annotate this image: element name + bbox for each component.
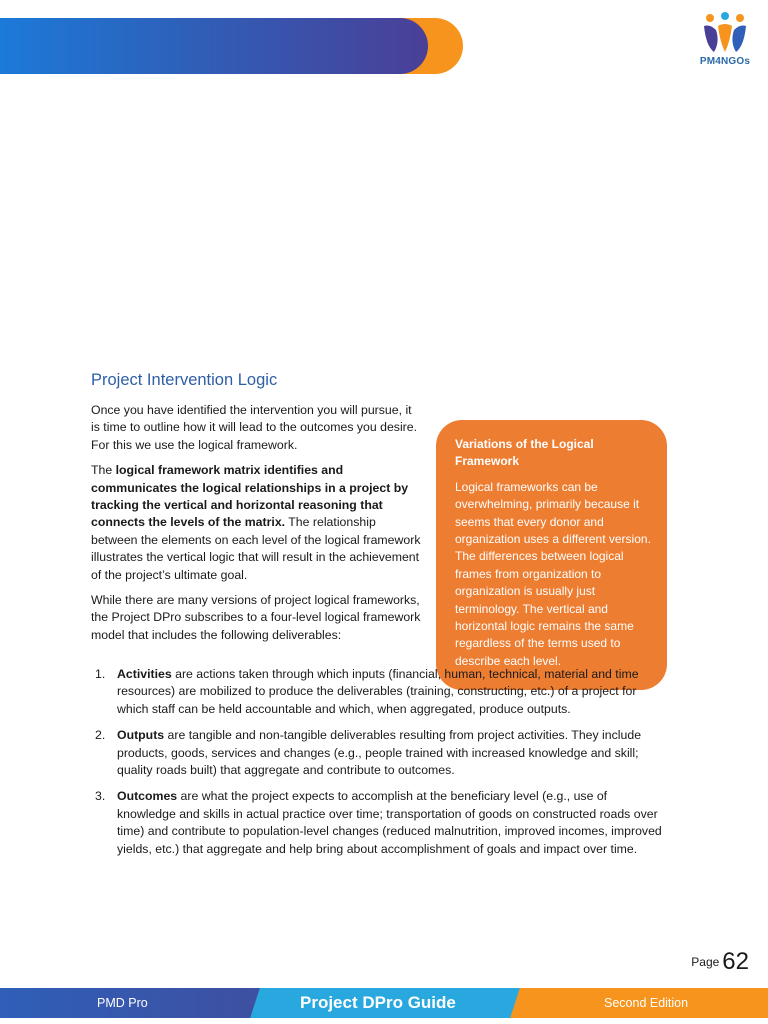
list-item [95,788,662,858]
list-term: Activities [117,667,172,681]
section-heading: Project Intervention Logic [91,371,278,389]
list-text: are what the project expects to accomplish at the beneficiary level (e.g., use of knowledge and skills in actual practice over time; transportation of goods on constructed roads over time) and contribute to population-level changes (reduced malnutrition, improved incomes, improved yields, etc.) that aggregate and help bring about accomplishment of goals and impact over time. [117,789,662,856]
list-item [95,727,662,779]
list-text: are tangible and non-tangible deliverables resulting from project activities. They include products, goods, services and changes (e.g., people trained with increased knowledge and skill; quality roads built) that aggregate and contribute to outcomes. [117,728,642,778]
header-bar [0,18,463,74]
page-label: Page [691,955,720,969]
page-number [691,948,749,976]
people-logo-icon [698,12,752,56]
matrix-paragraph [91,462,421,584]
list-text: are actions taken through which inputs (financial, human, technical, material and time resources) are mobilized to produce the deliverables (training, constructing, etc.) of a project for which staff can be held accountable and which, when aggregated, produce outputs. [117,667,639,716]
list-number: 3. [95,789,106,804]
footer-bar [0,988,768,1018]
deliverables-list [95,666,662,867]
matrix-bold: logical framework matrix identifies and communicates the logical relationships in a project by tracking the vertical and horizontal reasoning that connects the levels of the matrix. [91,463,409,530]
list-term: Outputs [117,728,165,743]
matrix-lead: The [91,463,116,478]
matrix-rest: The relationship between the elements on each level of the logical framework illustrates the vertical logic that will result in the achievement of the project’s ultimate goal. [91,515,421,582]
intro-paragraph: Once you have identified the intervention you will pursue, it is time to outline how it will lead to the outcomes you desire. For this we use the logical framework. [91,403,418,452]
pm4ngos-logo [690,12,760,74]
logo-text: PM4NGOs [699,56,751,67]
footer-center-label: Project DPro Guide [300,993,456,1012]
page-number-value: 62 [722,948,749,975]
sidebar-body: Logical frameworks can be overwhelming, primarily because it seems that every donor and organization uses a different version. The differences between logical frames from organization to organization is usually just terminology. The vertical and horizontal logic remains the same regardless of the terms used to describe each level. [455,479,651,668]
intro-column [91,402,421,652]
list-number: 1. [95,667,106,681]
variations-sidebar [436,420,667,690]
footer-left-label: PMD Pro [97,996,148,1010]
list-item [95,666,662,718]
versions-paragraph: While there are many versions of project logical frameworks, the Project DPro subscribes to a four-level logical framework model that includes the following deliverables: [91,593,421,642]
list-number: 2. [95,728,106,743]
sidebar-title: Variations of the Logical Framework [455,437,594,469]
footer-right-label: Second Edition [604,996,689,1010]
header-bar-blue [0,18,428,74]
list-term: Outcomes [117,789,178,804]
